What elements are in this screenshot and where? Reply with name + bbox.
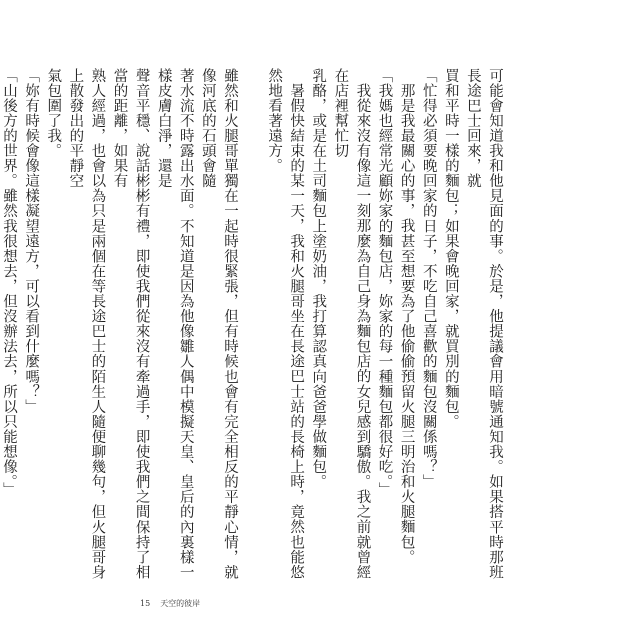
page-number: 15 [140,598,151,608]
text-column: 乳酪，或是在土司麵包上塗奶油，我打算認真向爸爸學做麵包。 [310,68,327,490]
page-footer [140,596,200,610]
body-text [1,68,506,586]
text-column: 買和平時一樣的麵包；如果會晚回家，就買別的麵包。 [442,68,459,430]
text-column: 那是我最關心的事，我甚至想要為了他偷偷預留火腿三明治和火腿麵包。 [398,82,415,565]
text-column: 聲音平穩、說話彬彬有禮，即使我們從來沒有牽過手，即使我們之間保持了相當的距離，如果有 [111,68,150,580]
text-column: 著水流不時露出水面。不知道是因為他像雛人偶中模擬天皇、皇后的內裏樣一樣皮膚白淨，還是 [155,68,194,580]
text-column: 「忙得必須要晚回家的日子，不吃自己喜歡的麵包沒關係嗎？」 [420,68,437,490]
text-column: 可能會知道我和他見面的事。於是，他提議會用暗號通知我。如果搭平時那班長途巴士回來，就 [464,68,503,580]
text-column: 暑假快結束的某一天，我和火腿哥坐在長途巴士站的長椅上時，竟然也能悠然地看著遠方。 [266,68,305,580]
text-column: 熟人經過，也會以為只是兩個在等長途巴士的陌生人隨便聊幾句，但火腿哥身上散發出的平靜空 [67,68,106,580]
running-title: 天空的彼岸 [160,598,201,608]
text-column: 「我媽也經常光顧妳家的麵包店，妳家的每一種麵包都很好吃。」 [376,68,393,498]
text-column: 「山後方的世界。雖然我很想去，但沒辦法去，所以只能想像。」 [1,68,18,498]
text-column: 氣包圍了我。 [45,68,62,159]
text-column: 「妳有時候會像這樣凝望遠方，可以看到什麼嗎？」 [23,68,40,415]
text-column: 雖然和火腿哥單獨在一起時很緊張，但有時候也會有完全相反的平靜心情，就像河底的石頭會隨 [199,68,238,580]
text-column: 我從來沒有像這一刻那麼為自己身為麵包店的女兒感到驕傲。我之前就曾經在店裡幫忙切 [332,68,371,580]
